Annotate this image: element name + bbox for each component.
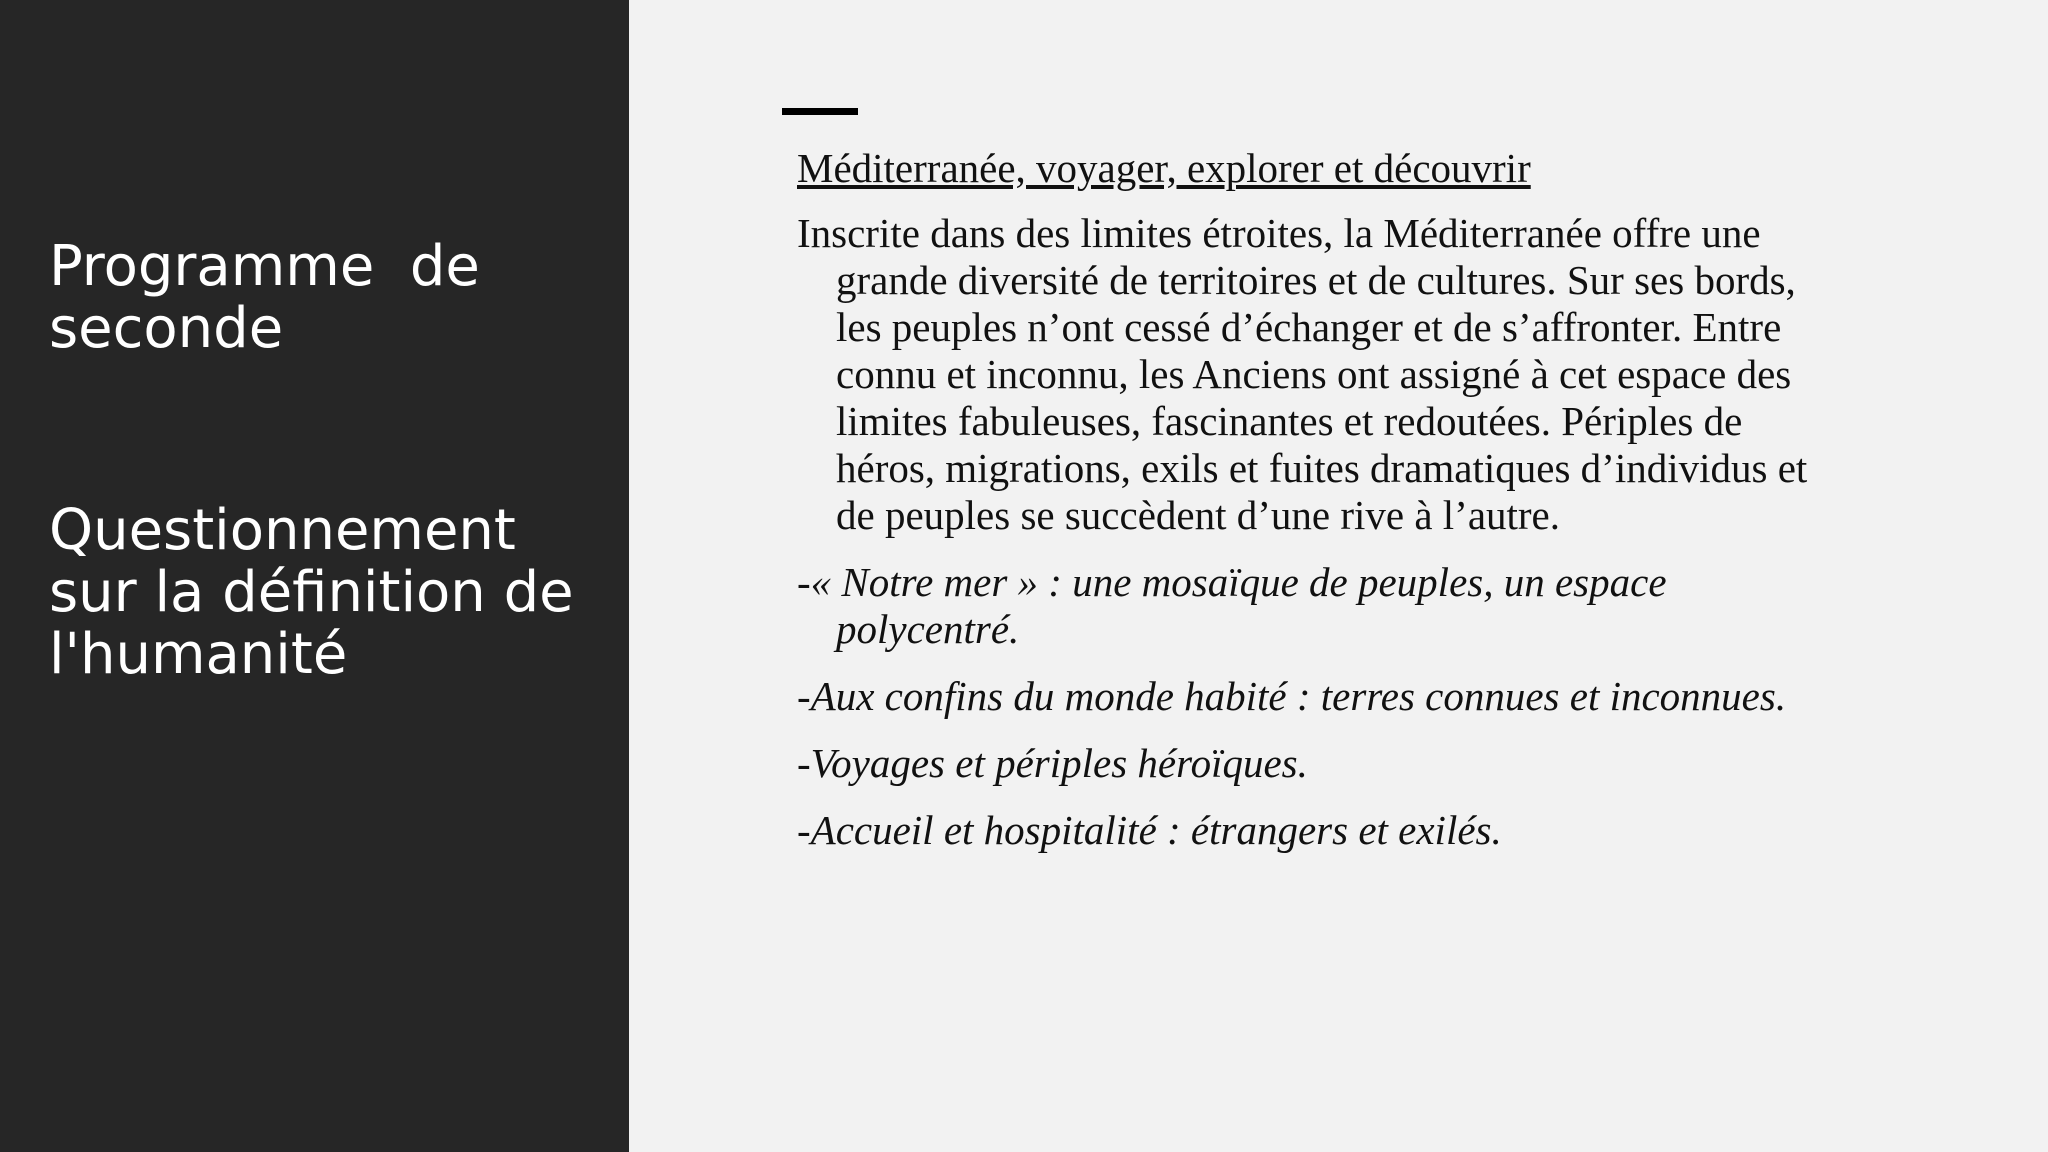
list-item: -« Notre mer » : une mosaïque de peuples, un espace polycentré. — [797, 559, 1667, 652]
list-item: -Aux confins du monde habité : terres connues et inconnues. — [797, 673, 1787, 719]
list-item: -Voyages et périples héroïques. — [797, 740, 1308, 786]
slide-title — [49, 112, 609, 826]
section-heading: Méditerranée, voyager, explorer et découvrir — [797, 145, 1531, 191]
title-programme: Programme de seconde — [49, 234, 498, 361]
title-questionnement: Questionnement sur la définition de l'humanité — [49, 498, 592, 687]
intro-paragraph: Inscrite dans des limites étroites, la Méditerranée offre une grande diversité de territoires et de cultures. Sur ses bords, les peuples n’ont cessé d’échanger et de s’affronter. Entre connu et inconnu, les Anciens ont assigné à cet espace des limites fabuleuses, fascinantes et redoutées. Périples de héros, migrations, exils et fuites dramatiques d’individus et de peuples se succèdent d’une rive à l’autre. — [797, 210, 1808, 538]
left-panel — [0, 0, 629, 1152]
list-item: -Accueil et hospitalité : étrangers et exilés. — [797, 807, 1502, 853]
content-body — [797, 145, 1847, 874]
accent-bar — [782, 108, 858, 115]
